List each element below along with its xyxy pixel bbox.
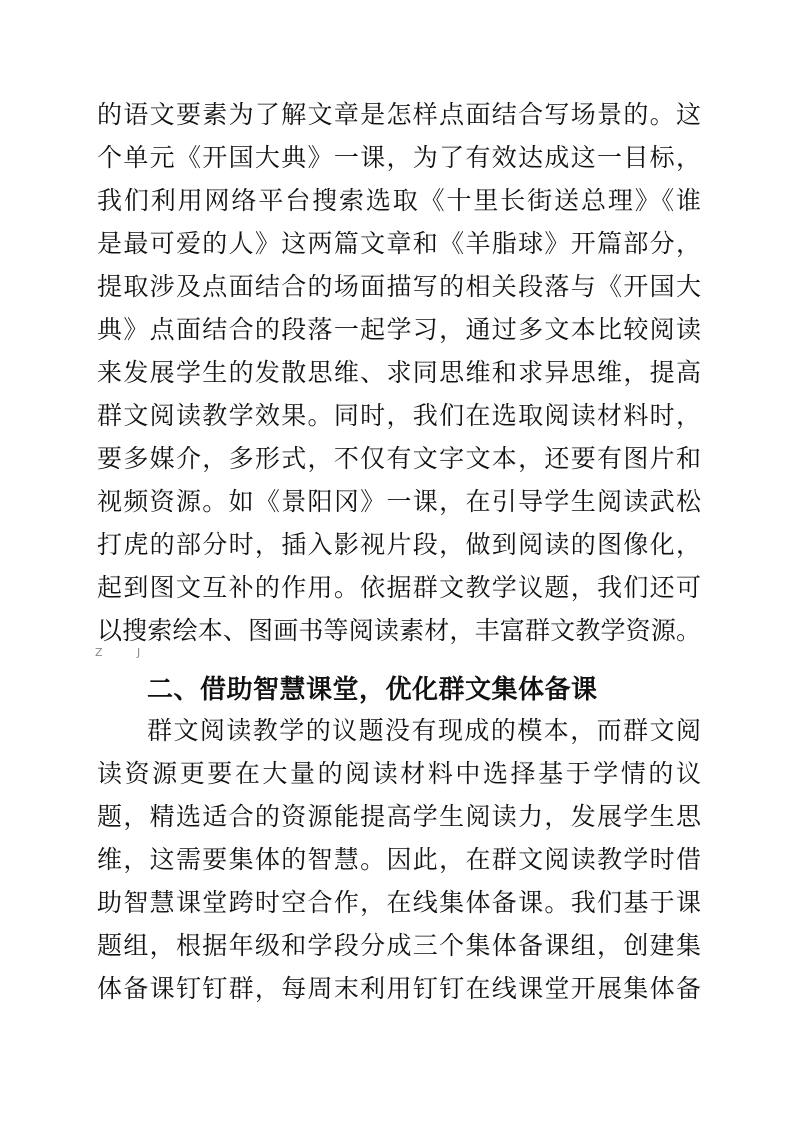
mark-z: Z [95, 646, 103, 659]
paragraph-1-line-6: 典》点面结合的段落一起学习，通过多文本比较阅读 [97, 315, 703, 344]
paragraph-1-line-13: 以搜索绘本、图画书等阅读素材，丰富群文教学资源。 [97, 616, 702, 645]
paragraph-2-line-4: 维，这需要集体的智慧。因此，在群文阅读教学时借 [97, 845, 703, 874]
paragraph-1-line-3: 我们利用网络平台搜索选取《十里长街送总理》《谁 [97, 186, 703, 215]
paragraph-1-line-4: 是最可爱的人》这两篇文章和《羊脂球》开篇部分， [97, 229, 703, 258]
paragraph-1-line-2: 个单元《开国大典》一课，为了有效达成这一目标， [97, 143, 703, 172]
paragraph-1-line-11: 打虎的部分时，插入影视片段，做到阅读的图像化， [97, 530, 703, 559]
paragraph-1-line-7: 来发展学生的发散思维、求同思维和求异思维，提高 [97, 358, 703, 387]
paragraph-2-line-3: 题，精选适合的资源能提高学生阅读力，发展学生思 [97, 802, 703, 831]
mark-j: J [137, 646, 141, 659]
paragraph-2-line-7: 体备课钉钉群，每周末利用钉钉在线课堂开展集体备 [97, 974, 703, 1003]
paragraph-1-line-10: 视频资源。如《景阳冈》一课，在引导学生阅读武松 [97, 487, 703, 516]
paragraph-1-line-1: 的语文要素为了解文章是怎样点面结合写场景的。这 [97, 100, 703, 129]
section-heading: 二、借助智慧课堂，优化群文集体备课 [147, 675, 598, 705]
paragraph-1-line-5: 提取涉及点面结合的场面描写的相关段落与《开国大 [97, 272, 703, 301]
paragraph-1-line-9: 要多媒介，多形式，不仅有文字文本，还要有图片和 [97, 444, 703, 473]
paragraph-1-line-8: 群文阅读教学效果。同时，我们在选取阅读材料时， [97, 401, 703, 430]
paragraph-2-line-6: 题组，根据年级和学段分成三个集体备课组，创建集 [97, 931, 703, 960]
paragraph-1-line-12: 起到图文互补的作用。依据群文教学议题，我们还可 [97, 573, 703, 602]
paragraph-2-line-2: 读资源更要在大量的阅读材料中选择基于学情的议 [97, 759, 704, 788]
paragraph-2-line-5: 助智慧课堂跨时空合作，在线集体备课。我们基于课 [97, 888, 703, 917]
paragraph-2-line-1: 群文阅读教学的议题没有现成的模本，而群文阅 [147, 716, 703, 745]
